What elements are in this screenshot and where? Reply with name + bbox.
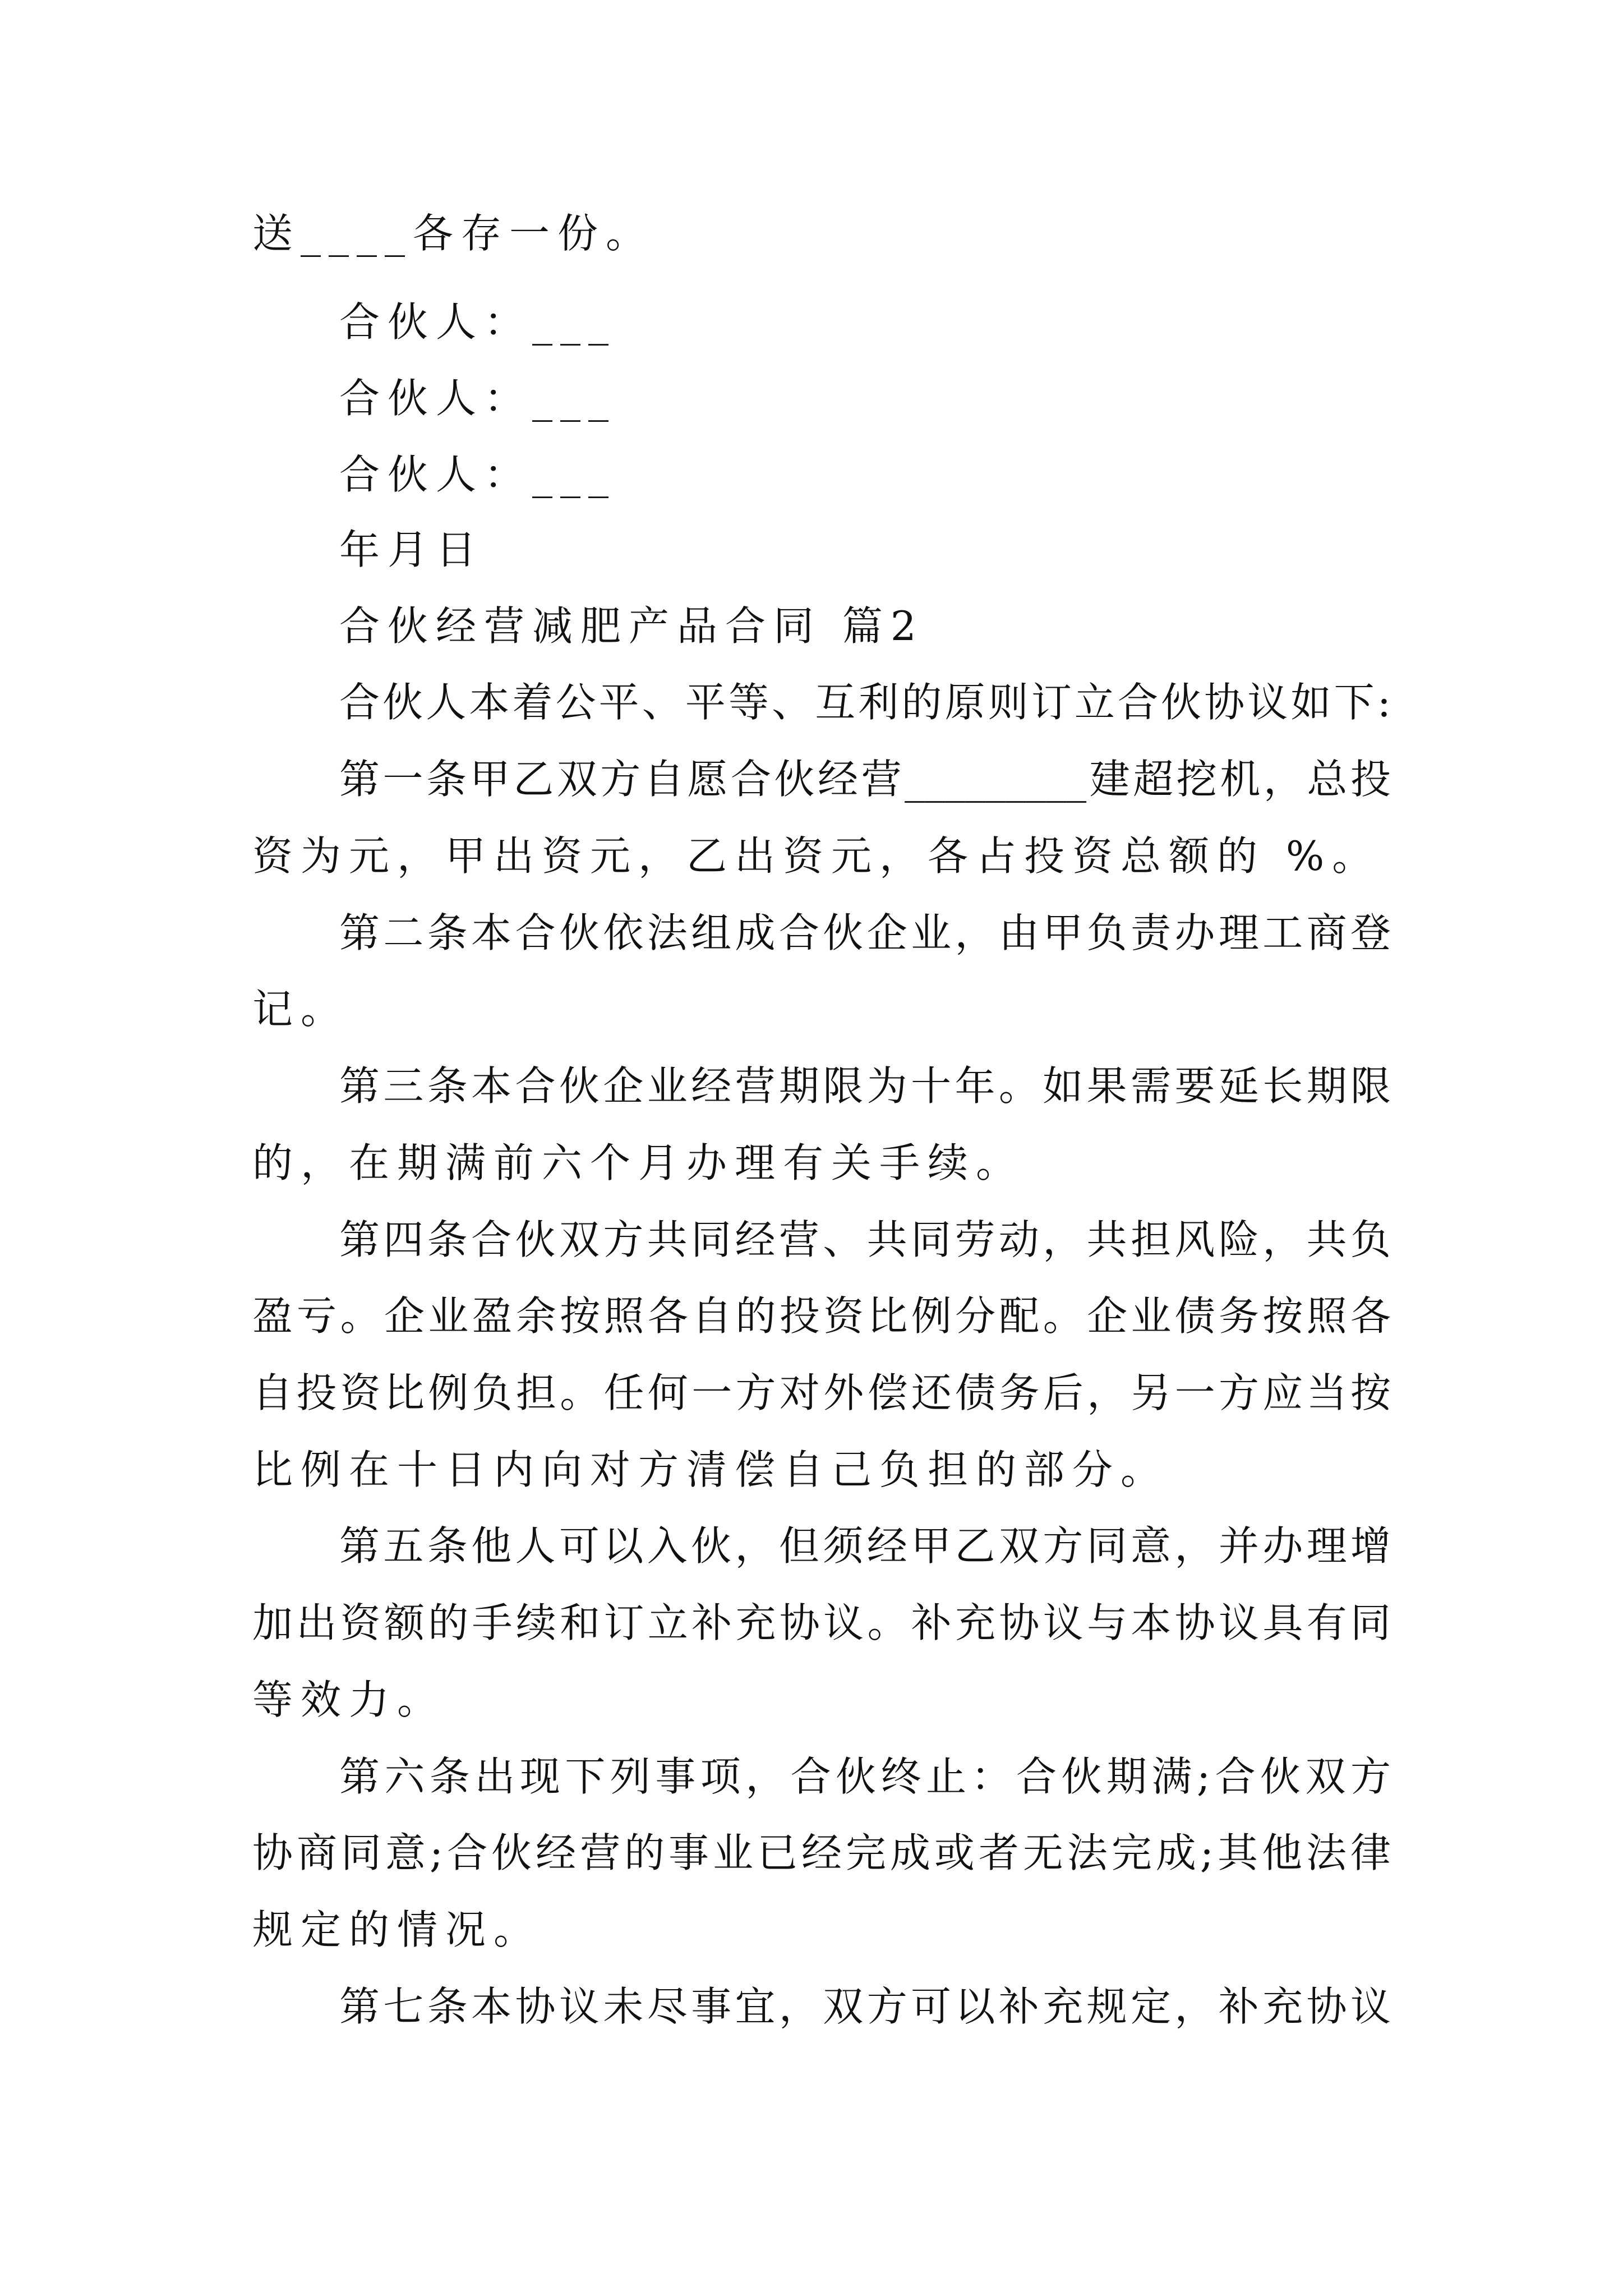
paragraph-line: 盈亏。企业盈余按照各自的投资比例分配。企业债务按照各 (252, 1292, 1391, 1340)
paragraph-line: 第一条甲乙双方自愿合伙经营_________建超挖机，总投 (339, 756, 1391, 803)
paragraph-line: 第三条本合伙企业经营期限为十年。如果需要延长期限 (339, 1062, 1391, 1110)
paragraph-line: 比例在十日内向对方清偿自己负担的部分。 (252, 1446, 1169, 1493)
paragraph-line: 的，在期满前六个月办理有关手续。 (252, 1139, 1025, 1186)
paragraph-line: 自投资比例负担。任何一方对外偿还债务后，另一方应当按 (252, 1369, 1391, 1416)
paragraph-line: 等效力。 (252, 1676, 446, 1723)
paragraph-line: 加出资额的手续和订立补充协议。补充协议与本协议具有同 (252, 1599, 1391, 1646)
paragraph-line: 合伙人本着公平、平等、互利的原则订立合伙协议如下: (339, 679, 1391, 726)
paragraph-line: 协商同意;合伙经营的事业已经完成或者无法完成;其他法律 (252, 1829, 1391, 1876)
paragraph-line: 第七条本协议未尽事宜，双方可以补充规定，补充协议 (339, 1983, 1391, 2030)
text-line: 送____各存一份。 (252, 210, 654, 257)
section-heading: 合伙经营减肥产品合同 篇2 (339, 602, 924, 650)
paragraph-line: 记。 (252, 986, 349, 1033)
paragraph-line: 资为元，甲出资元，乙出资元，各占投资总额的 %。 (252, 832, 1381, 880)
date-line: 年月日 (339, 526, 485, 573)
paragraph-line: 第四条合伙双方共同经营、共同劳动，共担风险，共负 (339, 1216, 1391, 1263)
signature-line: 合伙人：___ (339, 451, 617, 498)
signature-line: 合伙人：___ (339, 298, 617, 346)
paragraph-line: 第六条出现下列事项，合伙终止：合伙期满;合伙双方 (339, 1753, 1391, 1800)
paragraph-line: 规定的情况。 (252, 1906, 542, 1953)
signature-line: 合伙人：___ (339, 375, 617, 422)
paragraph-line: 第五条他人可以入伙，但须经甲乙双方同意，并办理增 (339, 1522, 1391, 1570)
paragraph-line: 第二条本合伙依法组成合伙企业，由甲负责办理工商登 (339, 909, 1391, 956)
